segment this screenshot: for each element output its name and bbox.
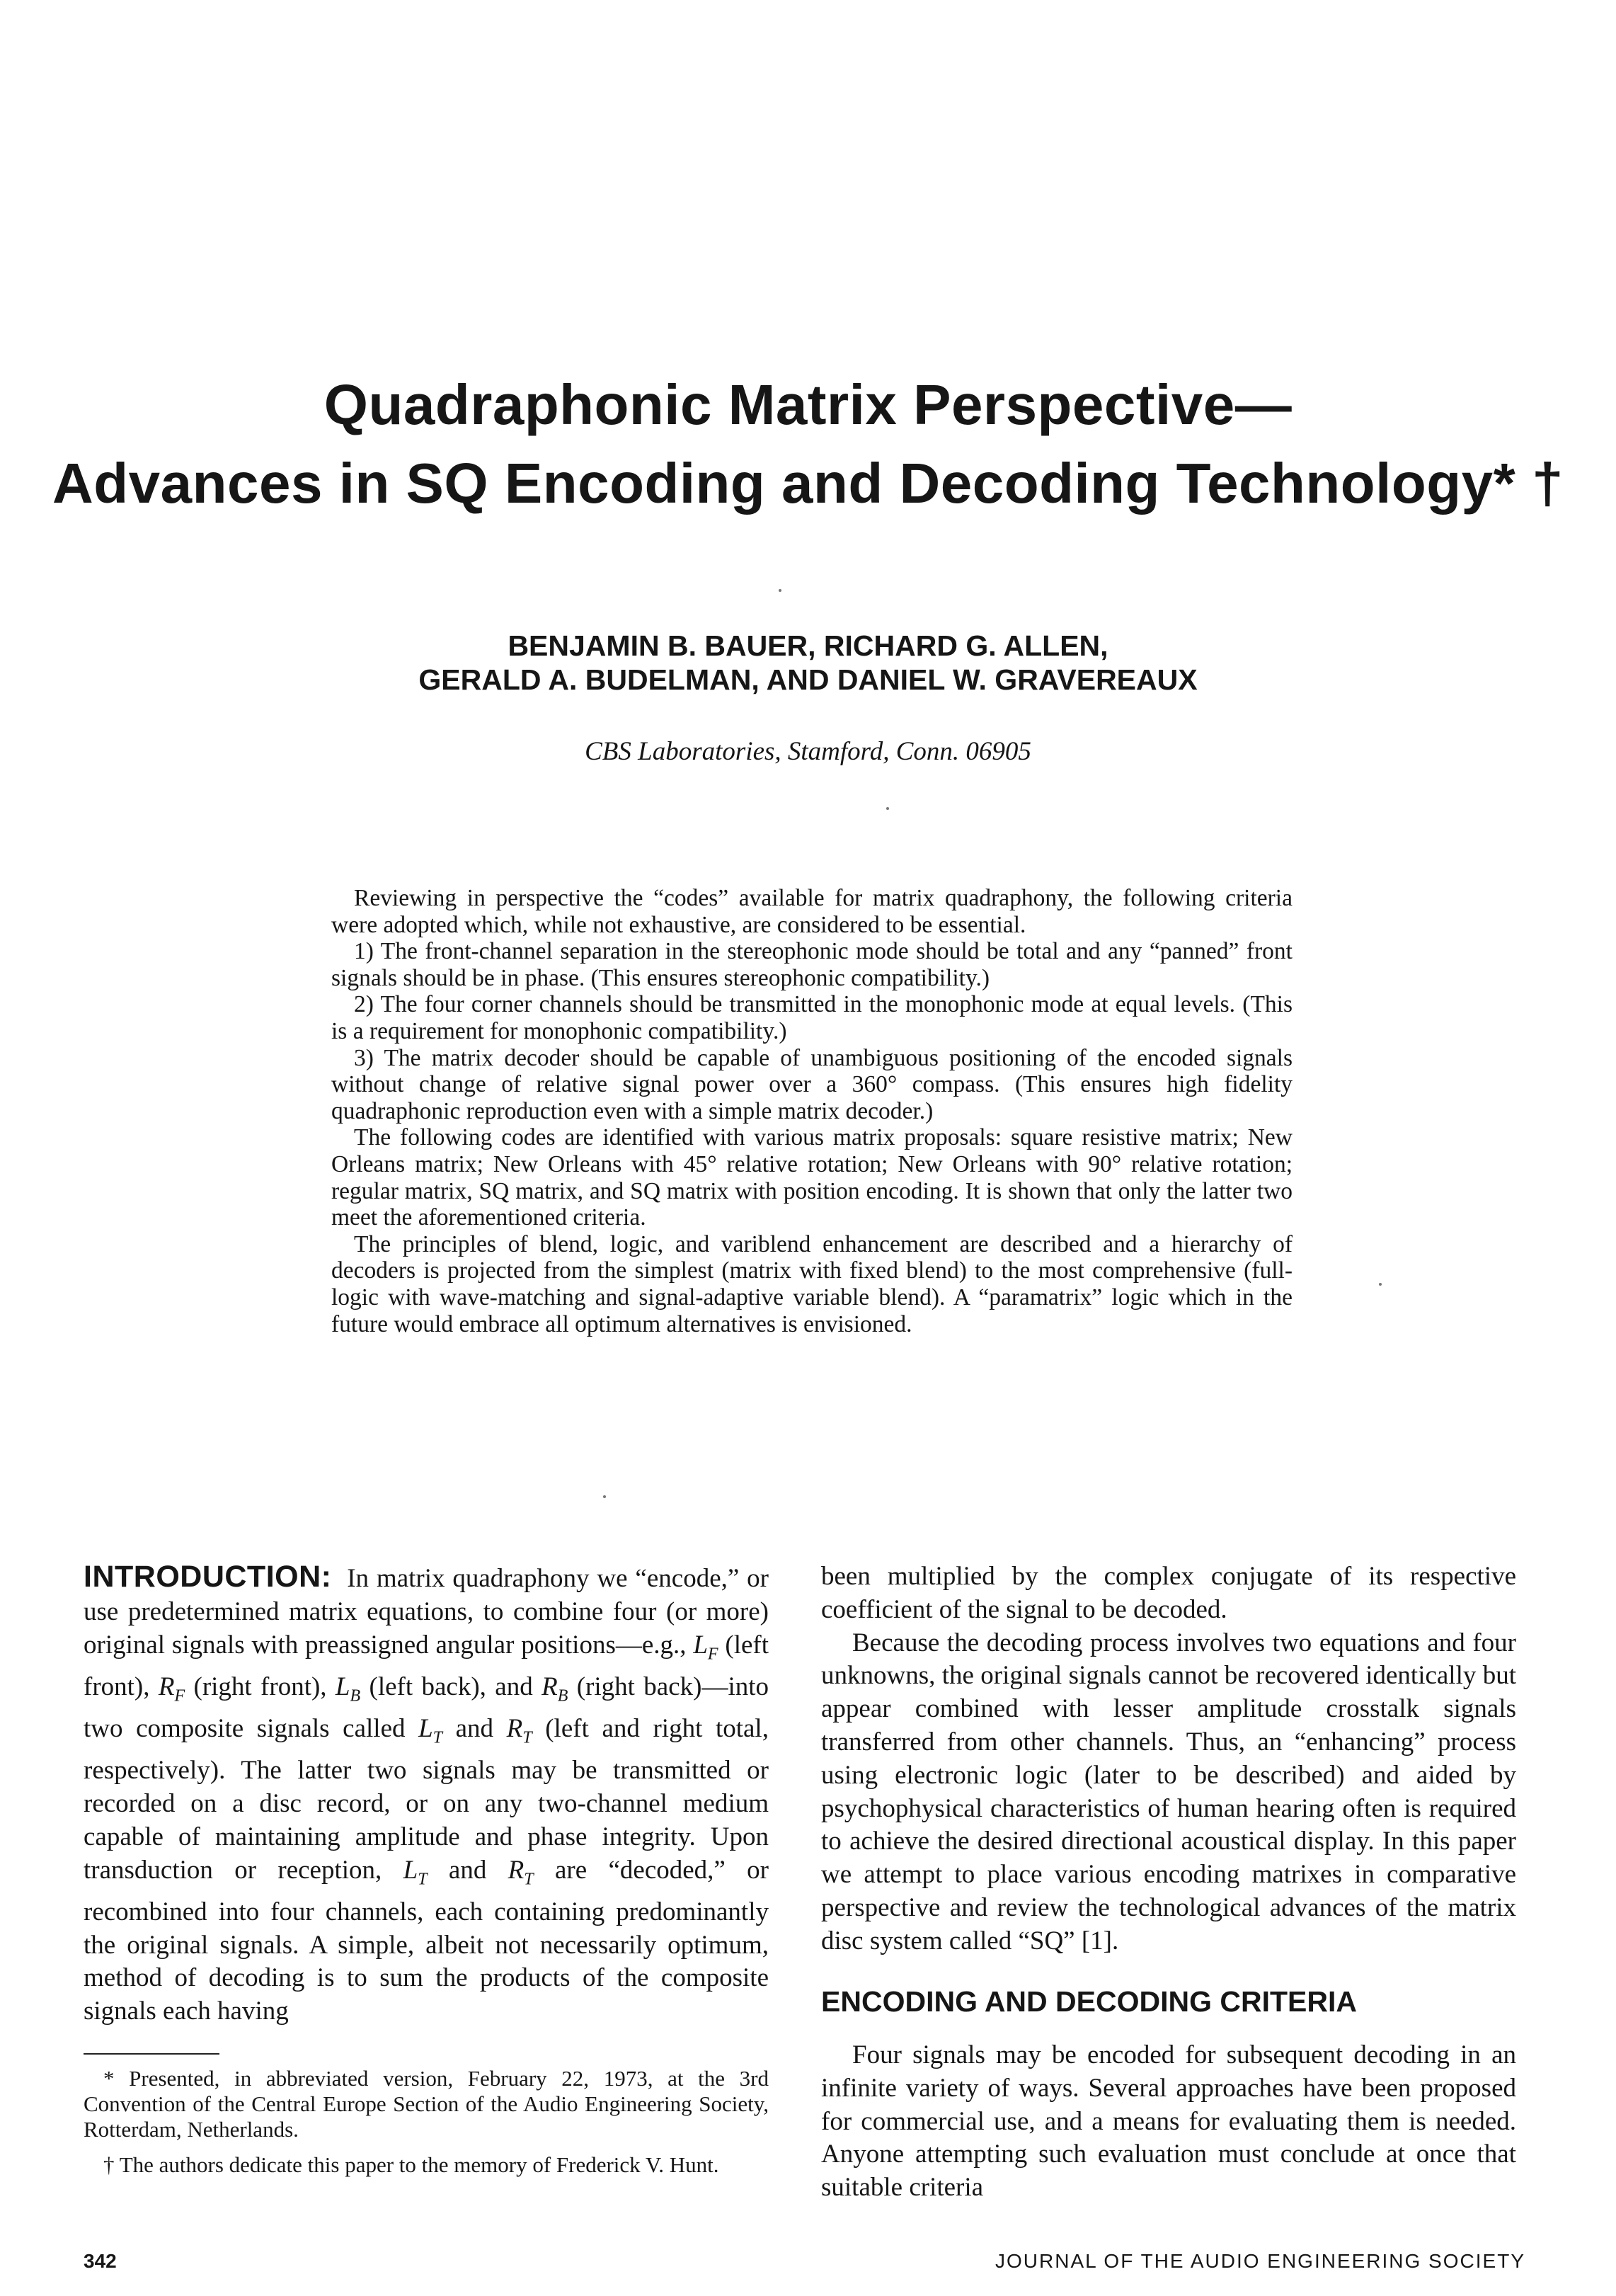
- right-column-continued: [821, 2039, 1516, 2205]
- authors-line-2: GERALD A. BUDELMAN, AND DANIEL W. GRAVEREAUX: [418, 663, 1198, 696]
- abstract-paragraph: The following codes are identified with various matrix proposals: square resistive matrix; New Orleans matrix; New Orleans with 45° relative rotation; New Orleans with 90° relative rotation; regular matrix, SQ matrix, and SQ matrix with position encoding. It is shown that only the latter two meet the aforementioned criteria.: [331, 1124, 1293, 1231]
- right-column: [821, 1560, 1516, 1958]
- introduction-section: INTRODUCTION: In matrix quadraphony we “encode,” or use predetermined matrix equations, to combine four (or more) original signals with preassigned angular positions—e.g., $L_F$ (left front), $R_F$ (right front), $L_B$ (left back), and $R_B$ (right back)—into two composite signals called $L_T$ and $R_T$ (left and right total, respectively). The latter two signals may be transmitted or recorded on a disc record, or on any two-channel medium capable of maintaining amplitude and phase integrity. Upon transduction or reception, $L_T$ and $R_T$ are “decoded,” or recombined into four channels, each containing predominantly the original signals. A simple, albeit not necessarily optimum, method of decoding is to sum the products of the composite signals each having: [84, 1560, 769, 2026]
- introduction-heading: INTRODUCTION:: [84, 1560, 332, 1594]
- affiliation: CBS Laboratories, Stamford, Conn. 06905: [585, 737, 1031, 766]
- abstract: [331, 885, 1293, 1337]
- abstract-criterion-2: 2) The four corner channels should be transmitted in the monophonic mode at equal levels. (This is a requirement for monophonic compatibility.): [331, 991, 1293, 1044]
- paper-title-line-1: Quadraphonic Matrix Perspective—: [323, 373, 1293, 436]
- footnote-rule: [84, 2053, 219, 2055]
- abstract-criterion-1: 1) The front-channel separation in the stereophonic mode should be total and any “panned” front signals should be in phase. (This ensures stereophonic compatibility.): [331, 938, 1293, 991]
- section-heading-encoding-criteria: ENCODING AND DECODING CRITERIA: [821, 1985, 1357, 2018]
- scan-speck: [886, 807, 889, 810]
- authors-line-1: BENJAMIN B. BAUER, RICHARD G. ALLEN,: [508, 629, 1108, 662]
- body-paragraph: Because the decoding process involves two equations and four unknowns, the original signals cannot be recovered identically but appear combined with lesser amplitude crosstalk signals transferred from other channels. Thus, an “enhancing” process using electronic logic (later to be described) and aided by psychophysical characteristics of human hearing often is required to achieve the desired directional acoustical display. In this paper we attempt to place various encoding matrixes in comparative perspective and review the technological advances of the matrix disc system called “SQ” [1].: [821, 1628, 1516, 1955]
- scan-speck: [779, 589, 781, 592]
- abstract-criterion-3: 3) The matrix decoder should be capable of unambiguous positioning of the encoded signals without change of relative signal power over a 360° compass. (This ensures high fidelity quadraphonic reproduction even with a simple matrix decoder.): [331, 1044, 1293, 1124]
- body-paragraph: Four signals may be encoded for subsequent decoding in an infinite variety of ways. Several approaches have been proposed for commercial use, and a means for evaluating them is needed. Anyone attempting such evaluation must conclude at once that suitable criteria: [821, 2040, 1516, 2203]
- footnote-dedication: † The authors dedicate this paper to the memory of Frederick V. Hunt.: [103, 2152, 719, 2177]
- scan-speck: [1379, 1283, 1382, 1286]
- scan-speck: [603, 1495, 606, 1498]
- footnote-presented: * Presented, in abbreviated version, February 22, 1973, at the 3rd Convention of the Central Europe Section of the Audio Engineering Society, Rotterdam, Netherlands.: [84, 2066, 769, 2142]
- paper-title-line-2: Advances in SQ Encoding and Decoding Technology* †: [52, 452, 1564, 515]
- body-paragraph: been multiplied by the complex conjugate of its respective coefficient of the signal to be decoded.: [821, 1562, 1516, 1624]
- journal-name: JOURNAL OF THE AUDIO ENGINEERING SOCIETY: [995, 2250, 1525, 2272]
- footnotes: [84, 2066, 769, 2178]
- abstract-paragraph: Reviewing in perspective the “codes” available for matrix quadraphony, the following criteria were adopted which, while not exhaustive, are considered to be essential.: [331, 885, 1293, 938]
- abstract-paragraph: The principles of blend, logic, and variblend enhancement are described and a hierarchy of decoders is projected from the simplest (matrix with fixed blend) to the most comprehensive (full-logic with wave-matching and signal-adaptive variable blend). A “paramatrix” logic which in the future would embrace all optimum alternatives is envisioned.: [331, 1230, 1293, 1337]
- page-number: 342: [84, 2250, 117, 2272]
